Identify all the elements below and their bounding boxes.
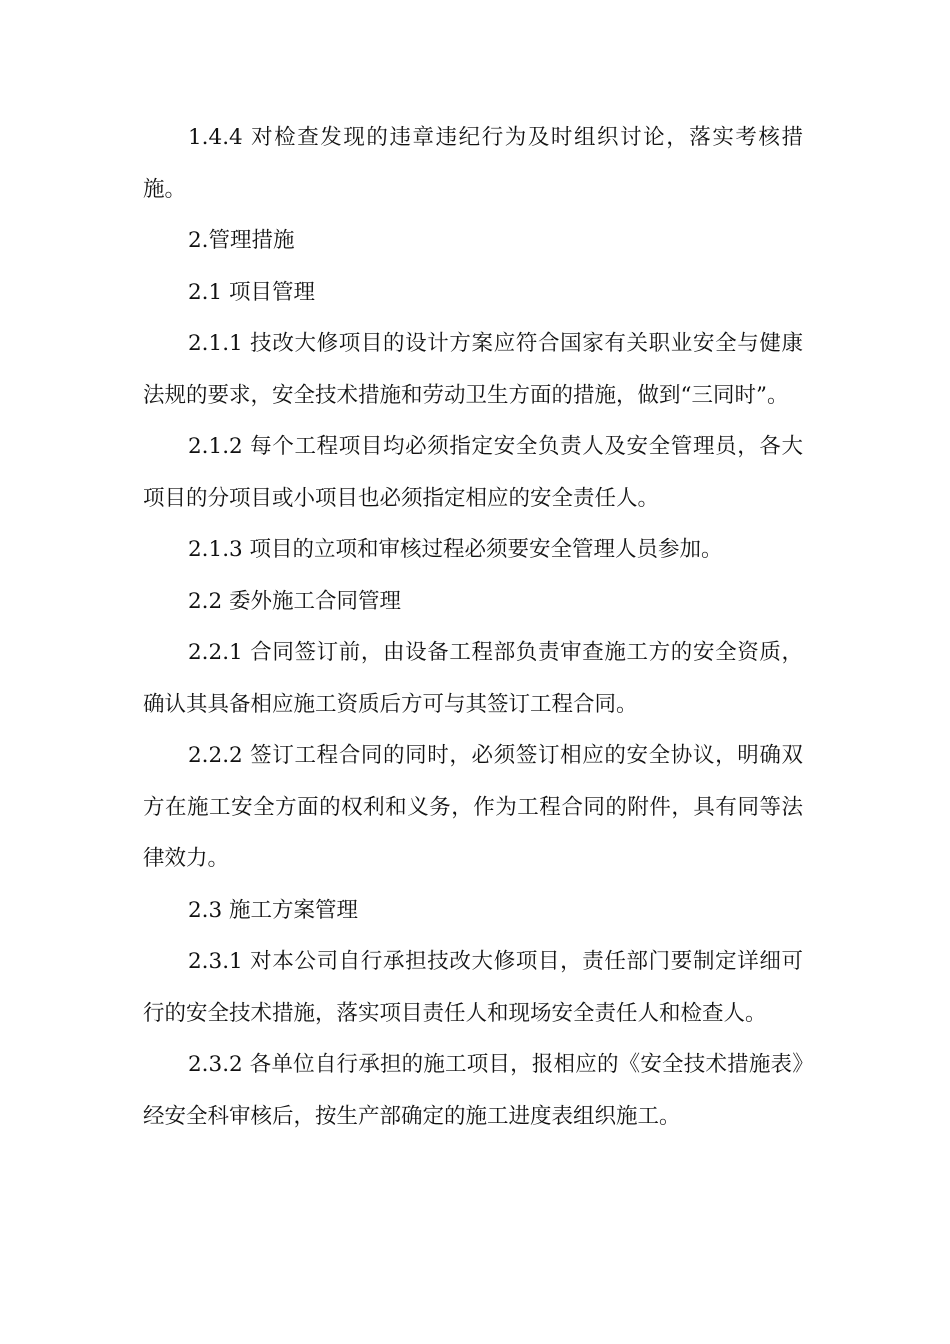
paragraph-2-2-2: 2.2.2 签订工程合同的同时，必须签订相应的安全协议，明确双方在施工安全方面的权利和义务，作为工程合同的附件，具有同等法律效力。 [143,743,803,871]
heading-2-3-construction-plan: 2.3 施工方案管理 [188,897,359,923]
heading-2-1-project-management: 2.1 项目管理 [188,279,316,305]
document-body [143,112,803,1142]
paragraph-2-2-1: 2.2.1 合同签订前，由设备工程部负责审查施工方的安全资质，确认其具备相应施工资质后方可与其签订工程合同。 [143,640,803,717]
paragraph-2-3-2: 2.3.2 各单位自行承担的施工项目，报相应的《安全技术措施表》经安全科审核后，按生产部确定的施工进度表组织施工。 [143,1052,803,1129]
paragraph-1-4-4: 1.4.4 对检查发现的违章违纪行为及时组织讨论，落实考核措施。 [143,125,803,202]
paragraph-2-1-1: 2.1.1 技改大修项目的设计方案应符合国家有关职业安全与健康法规的要求，安全技术措施和劳动卫生方面的措施，做到“三同时”。 [143,331,803,408]
heading-2-management-measures: 2.管理措施 [188,228,295,253]
paragraph-2-3-1: 2.3.1 对本公司自行承担技改大修项目，责任部门要制定详细可行的安全技术措施，落实项目责任人和现场安全责任人和检查人。 [143,949,803,1026]
paragraph-2-1-2: 2.1.2 每个工程项目均必须指定安全负责人及安全管理员，各大项目的分项目或小项目也必须指定相应的安全责任人。 [143,434,803,511]
heading-2-2-contract-management: 2.2 委外施工合同管理 [188,588,402,614]
paragraph-2-1-3: 2.1.3 项目的立项和审核过程必须要安全管理人员参加。 [188,537,723,562]
